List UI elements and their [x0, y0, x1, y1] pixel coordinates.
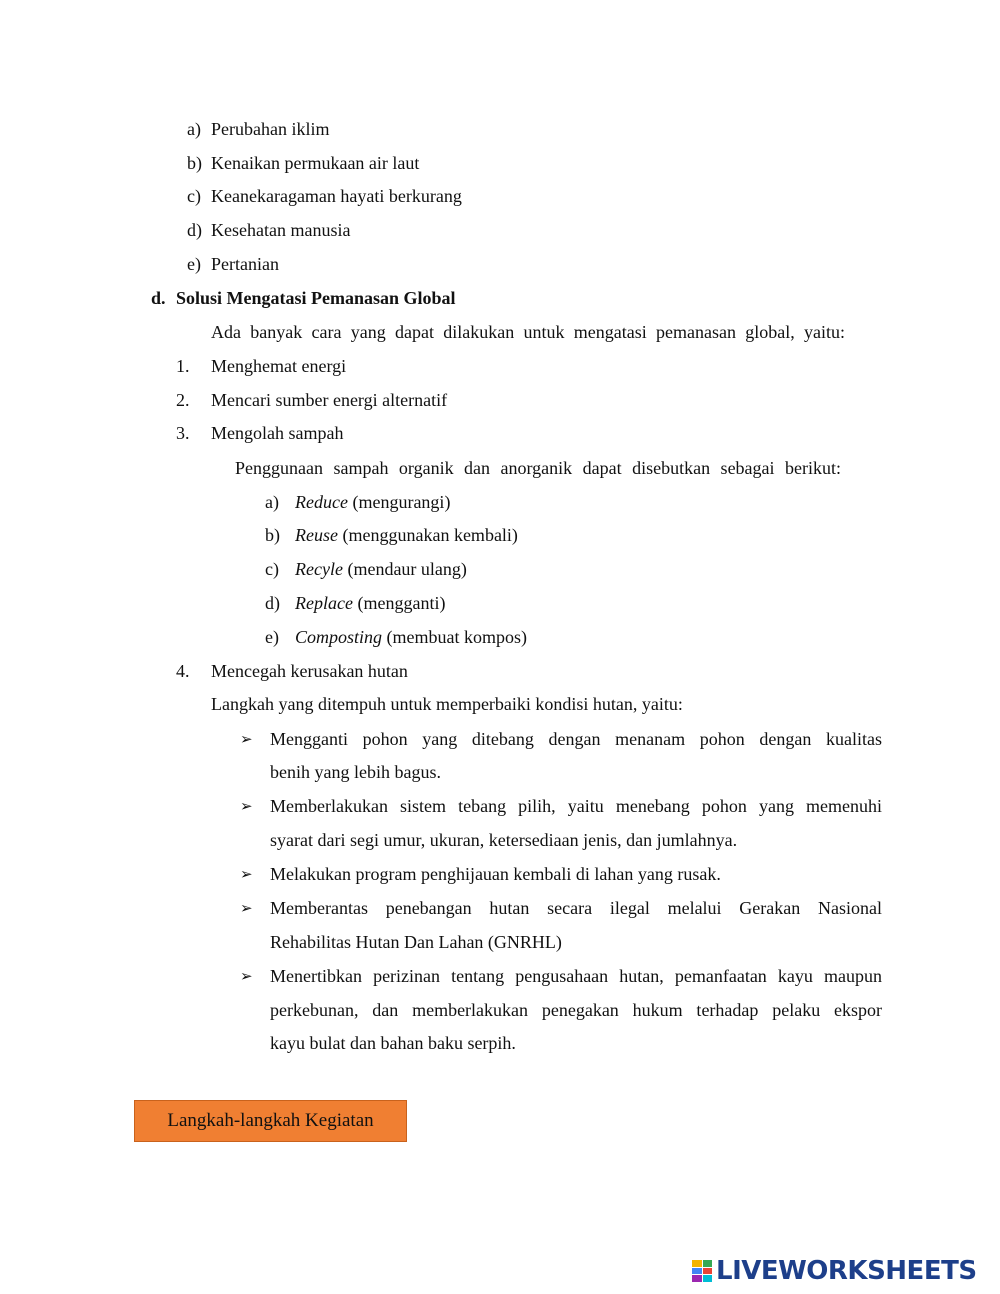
- liveworksheets-logo: [692, 1257, 977, 1285]
- solution-text-3: Mengolah sampah: [211, 423, 344, 443]
- impact-text-e: Pertanian: [211, 254, 279, 274]
- solution-num-4: 4.: [176, 661, 190, 681]
- section-title: Solusi Mengatasi Pemanasan Global: [176, 288, 456, 308]
- impact-text-a: Perubahan iklim: [211, 119, 330, 139]
- waste-term-d: Replace: [295, 593, 353, 613]
- arrow-bullet-icon: ➢: [240, 797, 253, 815]
- waste-intro: Penggunaan sampah organik dan anorganik dapat disebutkan sebagai berikut:: [235, 458, 841, 478]
- liveworksheets-logo-icon: [692, 1260, 712, 1282]
- section-intro: Ada banyak cara yang dapat dilakukan untuk mengatasi pemanasan global, yaitu:: [211, 322, 845, 342]
- forest-item-5-line3: kayu bulat dan bahan baku serpih.: [270, 1033, 516, 1053]
- forest-item-2-line2: syarat dari segi umur, ukuran, ketersediaan jenis, dan jumlahnya.: [270, 830, 738, 850]
- forest-item-4-line2: Rehabilitas Hutan Dan Lahan (GNRHL): [270, 932, 562, 952]
- arrow-bullet-icon: ➢: [240, 730, 253, 748]
- waste-label-a: a): [265, 492, 279, 512]
- impact-text-b: Kenaikan permukaan air laut: [211, 153, 420, 173]
- waste-term-a: Reduce: [295, 492, 348, 512]
- liveworksheets-logo-text: LIVEWORKSHEETS: [716, 1256, 977, 1286]
- impact-text-c: Keanekaragaman hayati berkurang: [211, 186, 462, 206]
- forest-item-5-line2: perkebunan, dan memberlakukan penegakan hukum terhadap pelaku ekspor: [270, 1000, 882, 1020]
- forest-intro: Langkah yang ditempuh untuk memperbaiki kondisi hutan, yaitu:: [211, 694, 683, 714]
- impact-label-a: a): [187, 119, 201, 139]
- waste-meaning-c: (mendaur ulang): [347, 559, 467, 579]
- waste-label-c: c): [265, 559, 279, 579]
- impact-label-b: b): [187, 153, 202, 173]
- waste-term-b: Reuse: [295, 525, 338, 545]
- arrow-bullet-icon: ➢: [240, 967, 253, 985]
- langkah-kegiatan-button[interactable]: [134, 1100, 407, 1142]
- waste-term-e: Composting: [295, 627, 383, 647]
- solution-text-4: Mencegah kerusakan hutan: [211, 661, 408, 681]
- arrow-bullet-icon: ➢: [240, 865, 253, 883]
- waste-term-c: Recyle: [295, 559, 343, 579]
- solution-text-1: Menghemat energi: [211, 356, 347, 376]
- impact-label-c: c): [187, 186, 201, 206]
- waste-label-d: d): [265, 593, 280, 613]
- waste-label-b: b): [265, 525, 280, 545]
- section-label: d.: [151, 288, 166, 308]
- forest-item-4-line1: Memberantas penebangan hutan secara ilegal melalui Gerakan Nasional: [270, 898, 882, 918]
- langkah-kegiatan-label: Langkah-langkah Kegiatan: [167, 1110, 374, 1131]
- waste-label-e: e): [265, 627, 279, 647]
- waste-meaning-e: (membuat kompos): [386, 627, 527, 647]
- solution-num-1: 1.: [176, 356, 190, 376]
- forest-item-1-line2: benih yang lebih bagus.: [270, 762, 441, 782]
- solution-num-2: 2.: [176, 390, 190, 410]
- waste-meaning-b: (menggunakan kembali): [342, 525, 518, 545]
- forest-item-3-line1: Melakukan program penghijauan kembali di lahan yang rusak.: [270, 864, 721, 884]
- waste-meaning-d: (mengganti): [357, 593, 446, 613]
- impact-label-e: e): [187, 254, 201, 274]
- arrow-bullet-icon: ➢: [240, 899, 253, 917]
- impact-label-d: d): [187, 220, 202, 240]
- impact-text-d: Kesehatan manusia: [211, 220, 351, 240]
- forest-item-2-line1: Memberlakukan sistem tebang pilih, yaitu menebang pohon yang memenuhi: [270, 796, 882, 816]
- forest-item-5-line1: Menertibkan perizinan tentang pengusahaan hutan, pemanfaatan kayu maupun: [270, 966, 882, 986]
- forest-item-1-line1: Mengganti pohon yang ditebang dengan menanam pohon dengan kualitas: [270, 729, 882, 749]
- waste-meaning-a: (mengurangi): [352, 492, 451, 512]
- solution-num-3: 3.: [176, 423, 190, 443]
- solution-text-2: Mencari sumber energi alternatif: [211, 390, 448, 410]
